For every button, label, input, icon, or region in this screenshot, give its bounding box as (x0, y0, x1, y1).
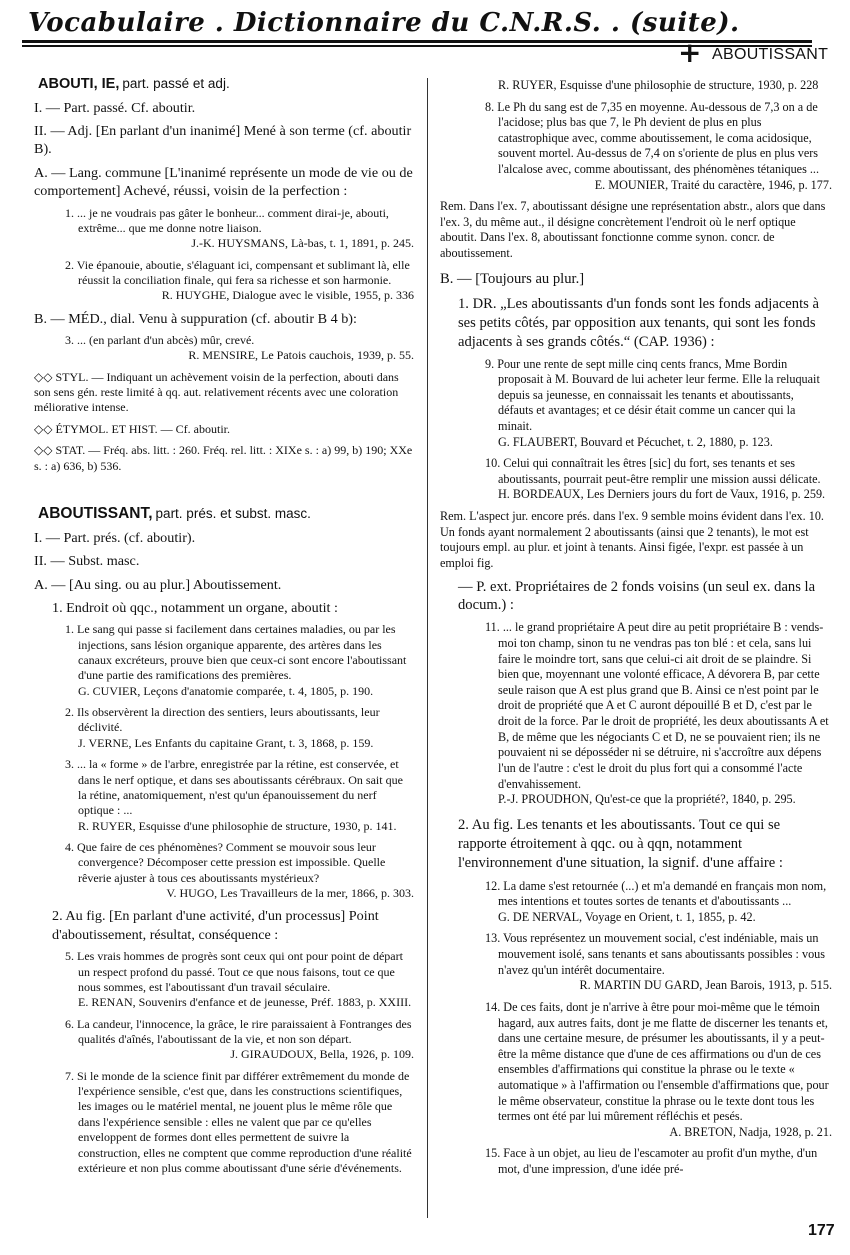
example: 2. Ils observèrent la direction des sentiers, leurs aboutissants, leur déclivité. J. VERNE, Les Enfants du capitaine Grant, t. 3, 1868, p. 159. (34, 705, 414, 751)
example-source: R. MARTIN DU GARD, Jean Barois, 1913, p. 515. (579, 978, 832, 993)
example: 6. La candeur, l'innocence, la grâce, le rire paraissaient à Fontranges des qualités d'aînés, l'aboutissant de la vie, et non son départ. J. GIRAUDOUX, Bella, 1926, p. 109. (65, 1016, 414, 1062)
column-divider (427, 78, 428, 1218)
example: 11. ... le grand propriétaire A peut dire au petit propriétaire B : vends-moi ton champ, sinon tu ne vendras pas ton blé : et cela, sans lui faire le moindre tort, sans que celui-ci ait droit de se plaindre. Si bien que, moyennant une volonté efficace, A dévorera B, par cette seule raison que A est plus grand que B. Ainsi ce n'est point par le droit de propriété que A et C auront dépouillé B et D, c'est par le droit de la force. Par le droit de propriété, les deux aboutissants A et B, de même que les négociants C et D, ne se pouvaient rien; ils ne pouvaient ni se déposséder ni se détruire, ni s'accroître aux dépens l'un de l'autre : c'est le droit du plus fort qui a consommé l'acte d'envahissement. P.-J. PROUDHON, Qu'est-ce que la propriété?, 1840, p. 295. (440, 620, 832, 807)
plus-mark: + (678, 36, 702, 69)
subsense-B2: 2. Au fig. Les tenants et les aboutissants. Tout ce qui se rapporte étroitement à qqc. ou à qqn, notamment l'environnement d'une situation, la signif. d'une affaire : (458, 816, 783, 871)
example-source: V. HUGO, Les Travailleurs de la mer, 1866, p. 303. (166, 886, 414, 901)
subsense-B1: 1. DR. „Les aboutissants d'un fonds sont les fonds adjacents à ses petits côtés, par opposition aux tenants, qui sont les fonds adjacents à ses grands côtés.“ (CAP. 1936) : (458, 295, 819, 350)
sense-B: B. — [Toujours au plur.] (440, 270, 585, 287)
example-source: E. MOUNIER, Traité du caractère, 1946, p. 177. (594, 177, 832, 192)
stylistic-note: ◇◇ STYL. — Indiquant un achèvement voisin de la perfection, abouti dans son sens gén. reste limité à qq. aut. relativement récents avec une coloration méliorative intense. (34, 369, 399, 415)
example: 8. Le Ph du sang est de 7,35 en moyenne. Au-dessous de 7,3 on a de l'acidose; plus bas que 7, le Ph devient de plus en plus catastrophique avec, comme aboutissement, le coma acidosique, souvent mortel. Au-dessus de 7,4 on s'oriente de plus en plus vers l'alcalose avec, comme aboutissant, des phénomènes tétaniques ... E. MOUNIER, Traité du caractère, 1946, p. 177. (485, 99, 832, 192)
example: 15. Face à un objet, au lieu de l'escamoter au profit d'un mythe, d'un mot, d'une impression, d'une idée pré- (485, 1146, 818, 1177)
example: 9. Pour une rente de sept mille cinq cents francs, Mme Bordin proposait à M. Bouvard de lui acheter leur ferme. Elle la reluquait depuis sa jeunesse, en connaissait les tenants et aboutissants, défauts et avantages; et ce désir était comme un cancer qui la minait. G. FLAUBERT, Bouvard et Pécuchet, t. 2, 1880, p. 123. (440, 357, 832, 451)
sense-I: I. — Part. passé. Cf. aboutir. (34, 99, 196, 116)
handwritten-title: Vocabulaire . Dictionnaire du C.N.R.S. . (suite). (28, 8, 740, 38)
example: 4. Que faire de ces phénomènes? Comment se mouvoir sous leur convergence? Décomposer cette pression est impossible. Quelle rêverie ajuster à tous ces aboutissants mystérieux? V. HUGO, Les Travailleurs de la mer, 1866, p. 303. (65, 839, 414, 901)
entry-pos-aboutissant: part. prés. et subst. masc. (155, 505, 311, 521)
left-column (34, 75, 414, 1182)
entry-headword-abouti: ABOUTI, IE, (38, 76, 120, 92)
example-source: J. GIRAUDOUX, Bella, 1926, p. 109. (230, 1047, 414, 1062)
example-source: R. HUYGHE, Dialogue avec le visible, 1955, p. 336 (161, 288, 414, 303)
example: 10. Celui qui connaîtrait les êtres [sic] du fort, ses tenants et ses aboutissants, pourrait peut-être remplir une mission aussi délicate. H. BORDEAUX, Les Derniers jours du fort de Vaux, 1916, p. 259. (440, 456, 832, 503)
example-source: P.-J. PROUDHON, Qu'est-ce que la propriété?, 1840, p. 295. (498, 792, 796, 807)
example: 14. De ces faits, dont je n'arrive à être pour moi-même que le témoin hagard, aux autres faits, dont je me flatte de discerner les tenants et, dans une certaine mesure, de présumer les aboutissants, il y a peut-être la même distance que d'une de ces affirmations ou d'un de ces ensembles d'affirmations qui constitue la phrase ou le texte « automatique » à l'affirmation ou l'ensemble d'affirmations que, pour le même observateur, constitue la phrase ou le texte dont tous les termes ont été par lui mûrement réfléchis et pesés. A. BRETON, Nadja, 1928, p. 21. (485, 999, 832, 1139)
example-continuation (440, 78, 832, 94)
sense-II: II. — Subst. masc. (34, 553, 140, 570)
remark: Rem. Dans l'ex. 7, aboutissant désigne une représentation abstr., alors que dans l'ex. 3, du même aut., il désigne concrètement l'endroit où le nerf optique aboutit. Dans l'ex. 8, aboutissant fonctionne comme synon. concr. de aboutissement. (440, 199, 826, 261)
example-source: R. RUYER, Esquisse d'une philosophie de structure, 1930, p. 141. (78, 818, 397, 833)
example-source: H. BORDEAUX, Les Derniers jours du fort de Vaux, 1916, p. 259. (498, 487, 826, 502)
entry-headword-aboutissant: ABOUTISSANT, (38, 504, 153, 522)
sense-B: B. — MÉD., dial. Venu à suppuration (cf. aboutir B 4 b): (34, 310, 357, 327)
example-source: E. RENAN, Souvenirs d'enfance et de jeunesse, Préf. 1883, p. XXIII. (78, 995, 412, 1010)
sense-II: II. — Adj. [En parlant d'un inanimé] Mené à son terme (cf. aboutir B). (34, 122, 412, 158)
subsense-pext: — P. ext. Propriétaires de 2 fonds voisins (un seul ex. dans la docum.) : (458, 578, 816, 614)
example: 12. La dame s'est retournée (...) et m'a demandé en français mon nom, mes intentions et toutes sortes de tenants et d'aboutissants ... G. DE NERVAL, Voyage en Orient, t. 1, 1855, p. 42. (440, 879, 832, 926)
example-source: J.-K. HUYSMANS, Là-bas, t. 1, 1891, p. 245. (191, 236, 414, 251)
subsense-A2: 2. Au fig. [En parlant d'une activité, d'un processus] Point d'aboutissement, résultat, conséquence : (52, 908, 379, 943)
remark: Rem. L'aspect jur. encore prés. dans l'ex. 9 semble moins évident dans l'ex. 10. Un fonds ayant normalement 2 aboutissants (ainsi que 2 tenants), le mot est toujours empl. au plur. et joint à tenants. Ainsi figée, l'expr. est passée à un emploi fig. (440, 509, 824, 570)
sense-A: A. — Lang. commune [L'inanimé représente un mode de vie ou de comportement] Achevé, réussi, voisin de la perfection : (34, 164, 413, 200)
example: 1. ... je ne voudrais pas gâter le bonheur... comment dirai-je, abouti, extrême... que me donne notre liaison. J.-K. HUYSMANS, Là-bas, t. 1, 1891, p. 245. (65, 205, 414, 251)
etymology-note: ◇◇ ÉTYMOL. ET HIST. — Cf. aboutir. (34, 421, 230, 436)
subsense-A1: 1. Endroit où qqc., notamment un organe, aboutit : (52, 599, 338, 616)
example: 1. Le sang qui passe si facilement dans certaines maladies, ou par les injections, sans lésion organique apparente, des artères dans les canaux excréteurs, prouve bien que ceux-ci sont encore l'aboutissant d'une partie des ramifications des premières. G. CUVIER, Leçons d'anatomie comparée, t. 4, 1805, p. 190. (34, 622, 414, 699)
example: 3. ... la « forme » de l'arbre, enregistrée par la rétine, est conservée, et dans le nerf optique, et dans ses aboutissants cérébraux. On sait que la rétine, anatomiquement, n'est qu'un épanouissement du nerf optique : ... R. RUYER, Esquisse d'une philosophie de structure, 1930, p. 141. (34, 757, 414, 834)
example: 7. Si le monde de la science finit par différer extrêmement du monde de l'expérience sensible, c'est que, dans les constructions scientifiques, les images ou le matériel mental, ne jouent plus le même rôle que dans l'expérience sensible : elles ne valent que par ce qu'elles enveloppent de formes dont elles permettent de suivre la construction, elles ne comptent que comme reproduction d'une réalité extérieure et non plus comme aboutissant d'une série d'événements. (65, 1068, 412, 1175)
example-source: A. BRETON, Nadja, 1928, p. 21. (669, 1124, 832, 1139)
example-source: G. DE NERVAL, Voyage en Orient, t. 1, 1855, p. 42. (498, 909, 756, 924)
entry-pos-abouti: part. passé et adj. (122, 76, 230, 91)
example: 3. ... (en parlant d'un abcès) mûr, crevé. R. MENSIRE, Le Patois cauchois, 1939, p. 55. (65, 333, 414, 363)
running-head: ABOUTISSANT (712, 46, 829, 63)
example: 2. Vie épanouie, aboutie, s'élaguant ici, compensant et sublimant là, elle réussit la conciliation finale, qui fera sa richesse et son harmonie. R. HUYGHE, Dialogue avec le visible, 1955, p. 336 (65, 257, 414, 303)
example-source: G. FLAUBERT, Bouvard et Pécuchet, t. 2, 1880, p. 123. (498, 434, 773, 449)
example: 5. Les vrais hommes de progrès sont ceux qui ont pour point de départ un respect profond du passé. Tout ce que nous faisons, tout ce que nous sommes, est l'aboutissant d'un travail séculaire. E. RENAN, Souvenirs d'enfance et de jeunesse, Préf. 1883, p. XXIII. (34, 949, 414, 1010)
page-number: 177 (808, 1222, 835, 1239)
sense-A: A. — [Au sing. ou au plur.] Aboutissement. (34, 576, 282, 593)
example-source: G. CUVIER, Leçons d'anatomie comparée, t. 4, 1805, p. 190. (78, 683, 374, 698)
example-source: J. VERNE, Les Enfants du capitaine Grant, t. 3, 1868, p. 159. (78, 735, 374, 750)
statistics-note: ◇◇ STAT. — Fréq. abs. litt. : 260. Fréq. rel. litt. : XIXe s. : a) 99, b) 190; XXe s. : a) 636, b) 536. (34, 443, 413, 473)
example-source: R. RUYER, Esquisse d'une philosophie de structure, 1930, p. 228 (498, 78, 819, 92)
example-source: R. MENSIRE, Le Patois cauchois, 1939, p. 55. (188, 348, 414, 363)
right-column (440, 78, 832, 1184)
example: 13. Vous représentez un mouvement social, c'est indéniable, mais un mouvement isolé, sans tenants et sans aboutissants possibles : vous n'avez qu'un intérêt documentaire. R. MARTIN DU GARD, Jean Barois, 1913, p. 515. (485, 931, 832, 993)
sense-I: I. — Part. prés. (cf. aboutir). (34, 529, 196, 546)
